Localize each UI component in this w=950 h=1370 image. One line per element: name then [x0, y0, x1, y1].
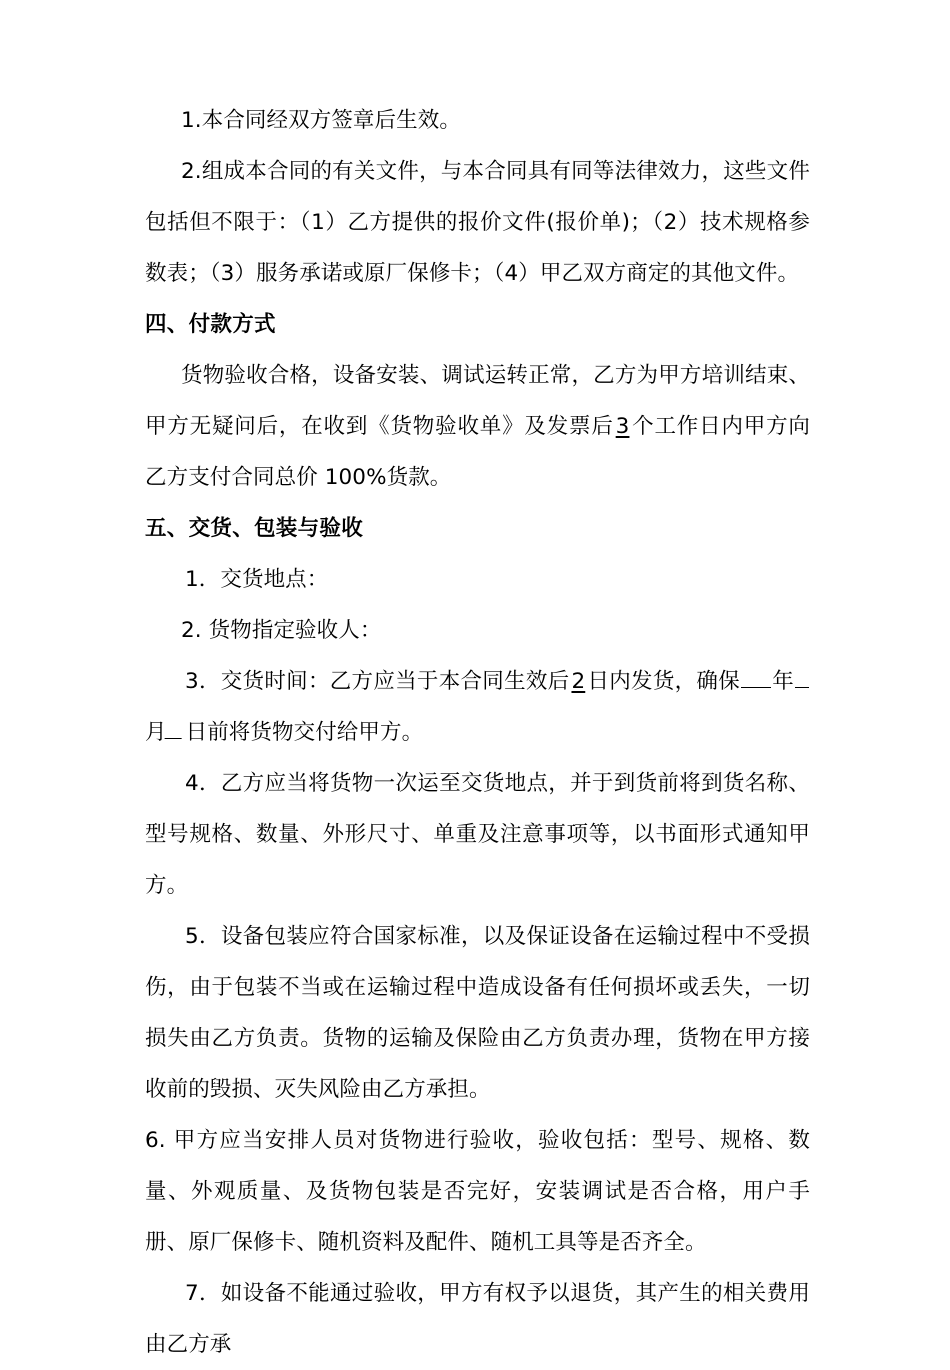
- delivery-time-text-before: 3．交货时间：乙方应当于本合同生效后: [185, 669, 570, 694]
- delivery-item-1-location: 1．交货地点：: [185, 567, 329, 592]
- delivery-item-6-inspection: 6. 甲方应当安排人员对货物进行验收，验收包括：型号、规格、数量、外观质量、及货物包装是否完好，安装调试是否合格，用户手册、原厂保修卡、随机资料及配件、随机工具等是否齐全。: [145, 1128, 810, 1255]
- section-4-payment-paragraph: [145, 350, 810, 503]
- document-body: [145, 95, 810, 1370]
- delivery-item-4-transport: 4．乙方应当将货物一次运至交货地点，并于到货前将到货名称、型号规格、数量、外形尺寸、单重及注意事项等，以书面形式通知甲方。: [145, 771, 810, 898]
- delivery-days-value: 2: [571, 669, 586, 694]
- delivery-month-label: 月: [145, 720, 167, 745]
- payment-working-days-value: 3: [615, 414, 630, 439]
- delivery-item-5-packaging: 5．设备包装应符合国家标准，以及保证设备在运输过程中不受损伤，由于包装不当或在运输过程中造成设备有任何损坏或丢失，一切损失由乙方负责。货物的运输及保险由乙方负责办理，货物在甲方接收前的毁损、灭失风险由乙方承担。: [145, 924, 810, 1102]
- delivery-year-label: 年: [772, 669, 794, 694]
- section-4-heading: 四、付款方式: [145, 312, 276, 337]
- delivery-month-blank: [795, 667, 809, 688]
- delivery-time-text-after: 日前将货物交付给甲方。: [185, 720, 424, 745]
- clause-1-paragraph: 1.本合同经双方签章后生效。: [181, 108, 461, 133]
- section-5-heading: 五、交货、包装与验收: [145, 516, 364, 541]
- payment-text-after: 个工作日内甲方向乙方支付合同总价 100%货款。: [145, 414, 810, 490]
- payment-text-before: 货物验收合格，设备安装、调试运转正常，乙方为甲方培训结束、甲方无疑问后，在收到《货物验收单》及发票后: [145, 363, 810, 439]
- delivery-year-blank: [741, 667, 771, 688]
- delivery-time-text-mid: 日内发货，确保: [587, 669, 740, 694]
- delivery-item-2-inspector: 2. 货物指定验收人：: [181, 618, 382, 643]
- delivery-item-3-time: [145, 656, 810, 758]
- delivery-item-7-rejection: 7．如设备不能通过验收，甲方有权予以退货，其产生的相关费用由乙方承: [145, 1281, 810, 1357]
- clause-2-paragraph: 2.组成本合同的有关文件，与本合同具有同等法律效力，这些文件包括但不限于：（1）乙方提供的报价文件(报价单)；（2）技术规格参数表；（3）服务承诺或原厂保修卡；（4）甲乙双方商定的其他文件。: [145, 159, 810, 286]
